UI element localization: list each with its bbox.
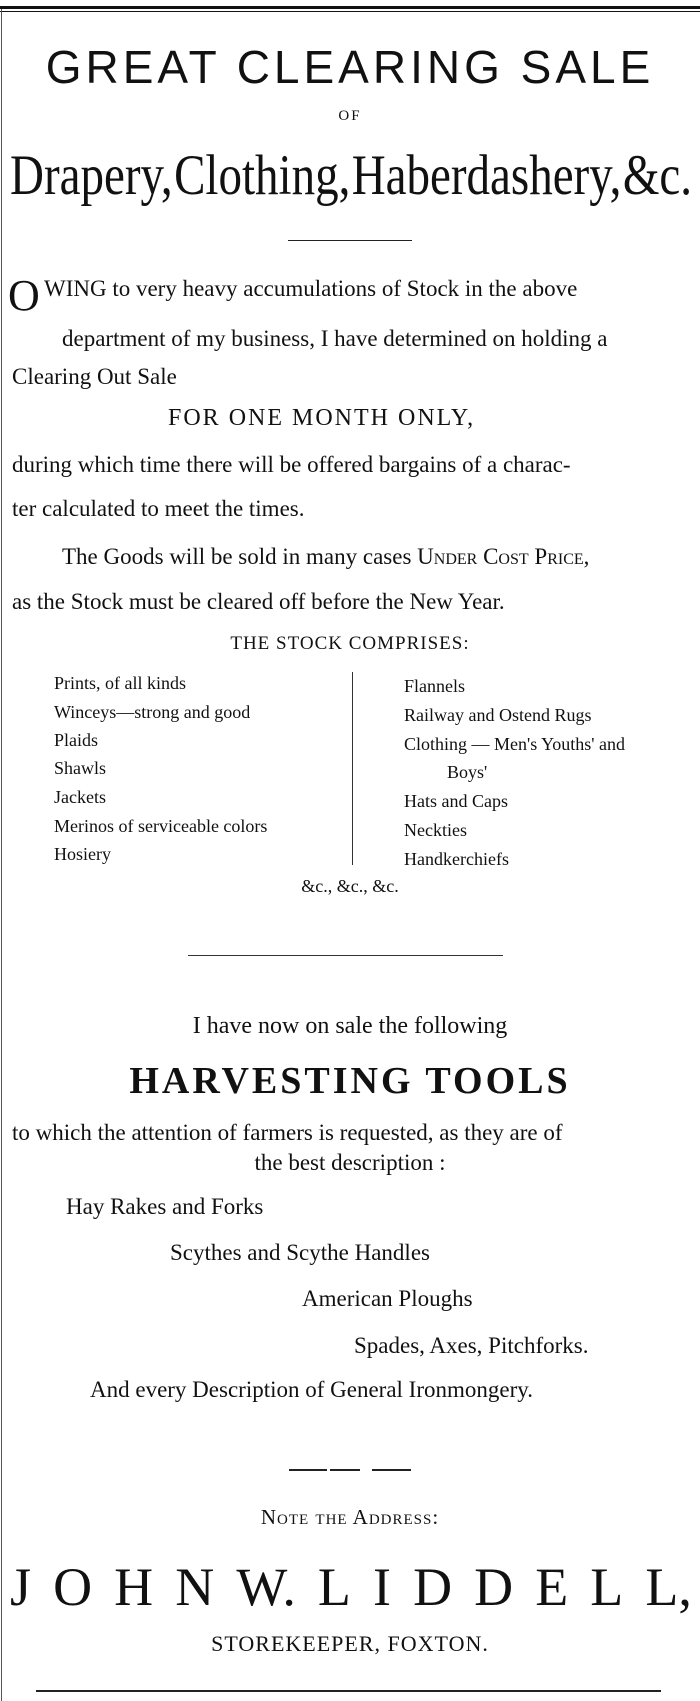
dash-rule	[289, 1469, 327, 1471]
tool-item: Spades, Axes, Pitchforks.	[354, 1333, 589, 1358]
stock-item: Railway and Ostend Rugs	[404, 705, 592, 725]
stock-item: Prints, of all kinds	[54, 673, 187, 693]
subtitle-word: Clothing,	[174, 144, 351, 208]
name-letter: O	[53, 1557, 93, 1617]
under-cost-price: Under Cost Price,	[417, 544, 590, 569]
top-border-rule	[0, 6, 700, 9]
drop-cap: O	[8, 271, 40, 320]
tool-item: American Ploughs	[302, 1286, 473, 1311]
intro-line: WING to very heavy accumulations of Stock in the above	[44, 276, 578, 301]
name-letter: L	[317, 1557, 351, 1617]
name-letter: W.	[236, 1557, 296, 1617]
goods-subtitle	[10, 143, 692, 209]
stock-heading: THE STOCK COMPRISES:	[230, 633, 470, 654]
section-divider	[288, 240, 412, 241]
attention-line: to which the attention of farmers is requested, as they are of	[12, 1120, 563, 1145]
stock-item: Clothing — Men's Youths' and	[404, 734, 626, 754]
name-letter: N	[175, 1557, 215, 1617]
name-letter: D	[474, 1557, 514, 1617]
stock-item: Hosiery	[54, 844, 111, 864]
dash-rule	[330, 1469, 360, 1471]
intro-line: during which time there will be offered bargains of a charac-	[12, 452, 571, 477]
name-letter: J	[10, 1557, 32, 1617]
attention-line: the best description :	[254, 1150, 446, 1175]
occupation-location: STOREKEEPER, FOXTON.	[211, 1631, 489, 1656]
general-ironmongery-line: And every Description of General Ironmongery.	[90, 1377, 534, 1402]
intro-line: as the Stock must be cleared off before the New Year.	[12, 589, 505, 614]
subtitle-word: Drapery,	[10, 144, 173, 208]
bottom-border-rule	[36, 1690, 661, 1692]
intro-line: department of my business, I have determined on holding a	[62, 326, 608, 351]
stock-item: Neckties	[404, 820, 467, 840]
stock-item: Hats and Caps	[404, 791, 508, 811]
tool-item: Hay Rakes and Forks	[66, 1194, 264, 1219]
name-letter: D	[413, 1557, 453, 1617]
name-letter: I	[373, 1557, 391, 1617]
stock-item: Jackets	[54, 787, 106, 807]
name-letter: L,	[645, 1557, 692, 1617]
tool-item: Scythes and Scythe Handles	[170, 1240, 430, 1265]
intro-line: Clearing Out Sale	[12, 364, 177, 389]
note-address-heading: Note the Address:	[260, 1505, 440, 1529]
stock-item: Shawls	[54, 758, 107, 778]
column-divider	[352, 672, 353, 865]
name-letter: E	[535, 1557, 569, 1617]
stock-item: Boys'	[447, 762, 488, 782]
now-on-sale-line: I have now on sale the following	[192, 1013, 508, 1039]
dash-rule	[372, 1469, 411, 1471]
subtitle-word: Haberdashery,	[351, 144, 622, 208]
top-border-rule-thin	[0, 11, 700, 12]
left-border-rule	[1, 9, 2, 1701]
one-month-notice: FOR ONE MONTH ONLY,	[168, 405, 476, 431]
stock-item: Winceys—strong and good	[54, 702, 251, 722]
sale-title: GREAT CLEARING SALE	[45, 41, 655, 93]
subtitle-word: &c.	[622, 144, 692, 208]
name-letter: H	[114, 1557, 154, 1617]
merchant-name	[10, 1556, 692, 1618]
stock-item: Handkerchiefs	[404, 849, 509, 869]
harvesting-tools-heading: HARVESTING TOOLS	[129, 1060, 571, 1102]
name-letter: L	[590, 1557, 624, 1617]
stock-item: Plaids	[54, 730, 99, 750]
section-divider	[188, 955, 503, 956]
stock-item: Merinos of serviceable colors	[54, 816, 268, 836]
intro-line: ter calculated to meet the times.	[12, 496, 305, 521]
etcetera-line: &c., &c., &c.	[301, 876, 399, 896]
intro-line	[62, 544, 589, 570]
stock-item: Flannels	[404, 676, 465, 696]
of-label: OF	[338, 108, 362, 124]
intro-text: The Goods will be sold in many cases	[62, 544, 418, 569]
